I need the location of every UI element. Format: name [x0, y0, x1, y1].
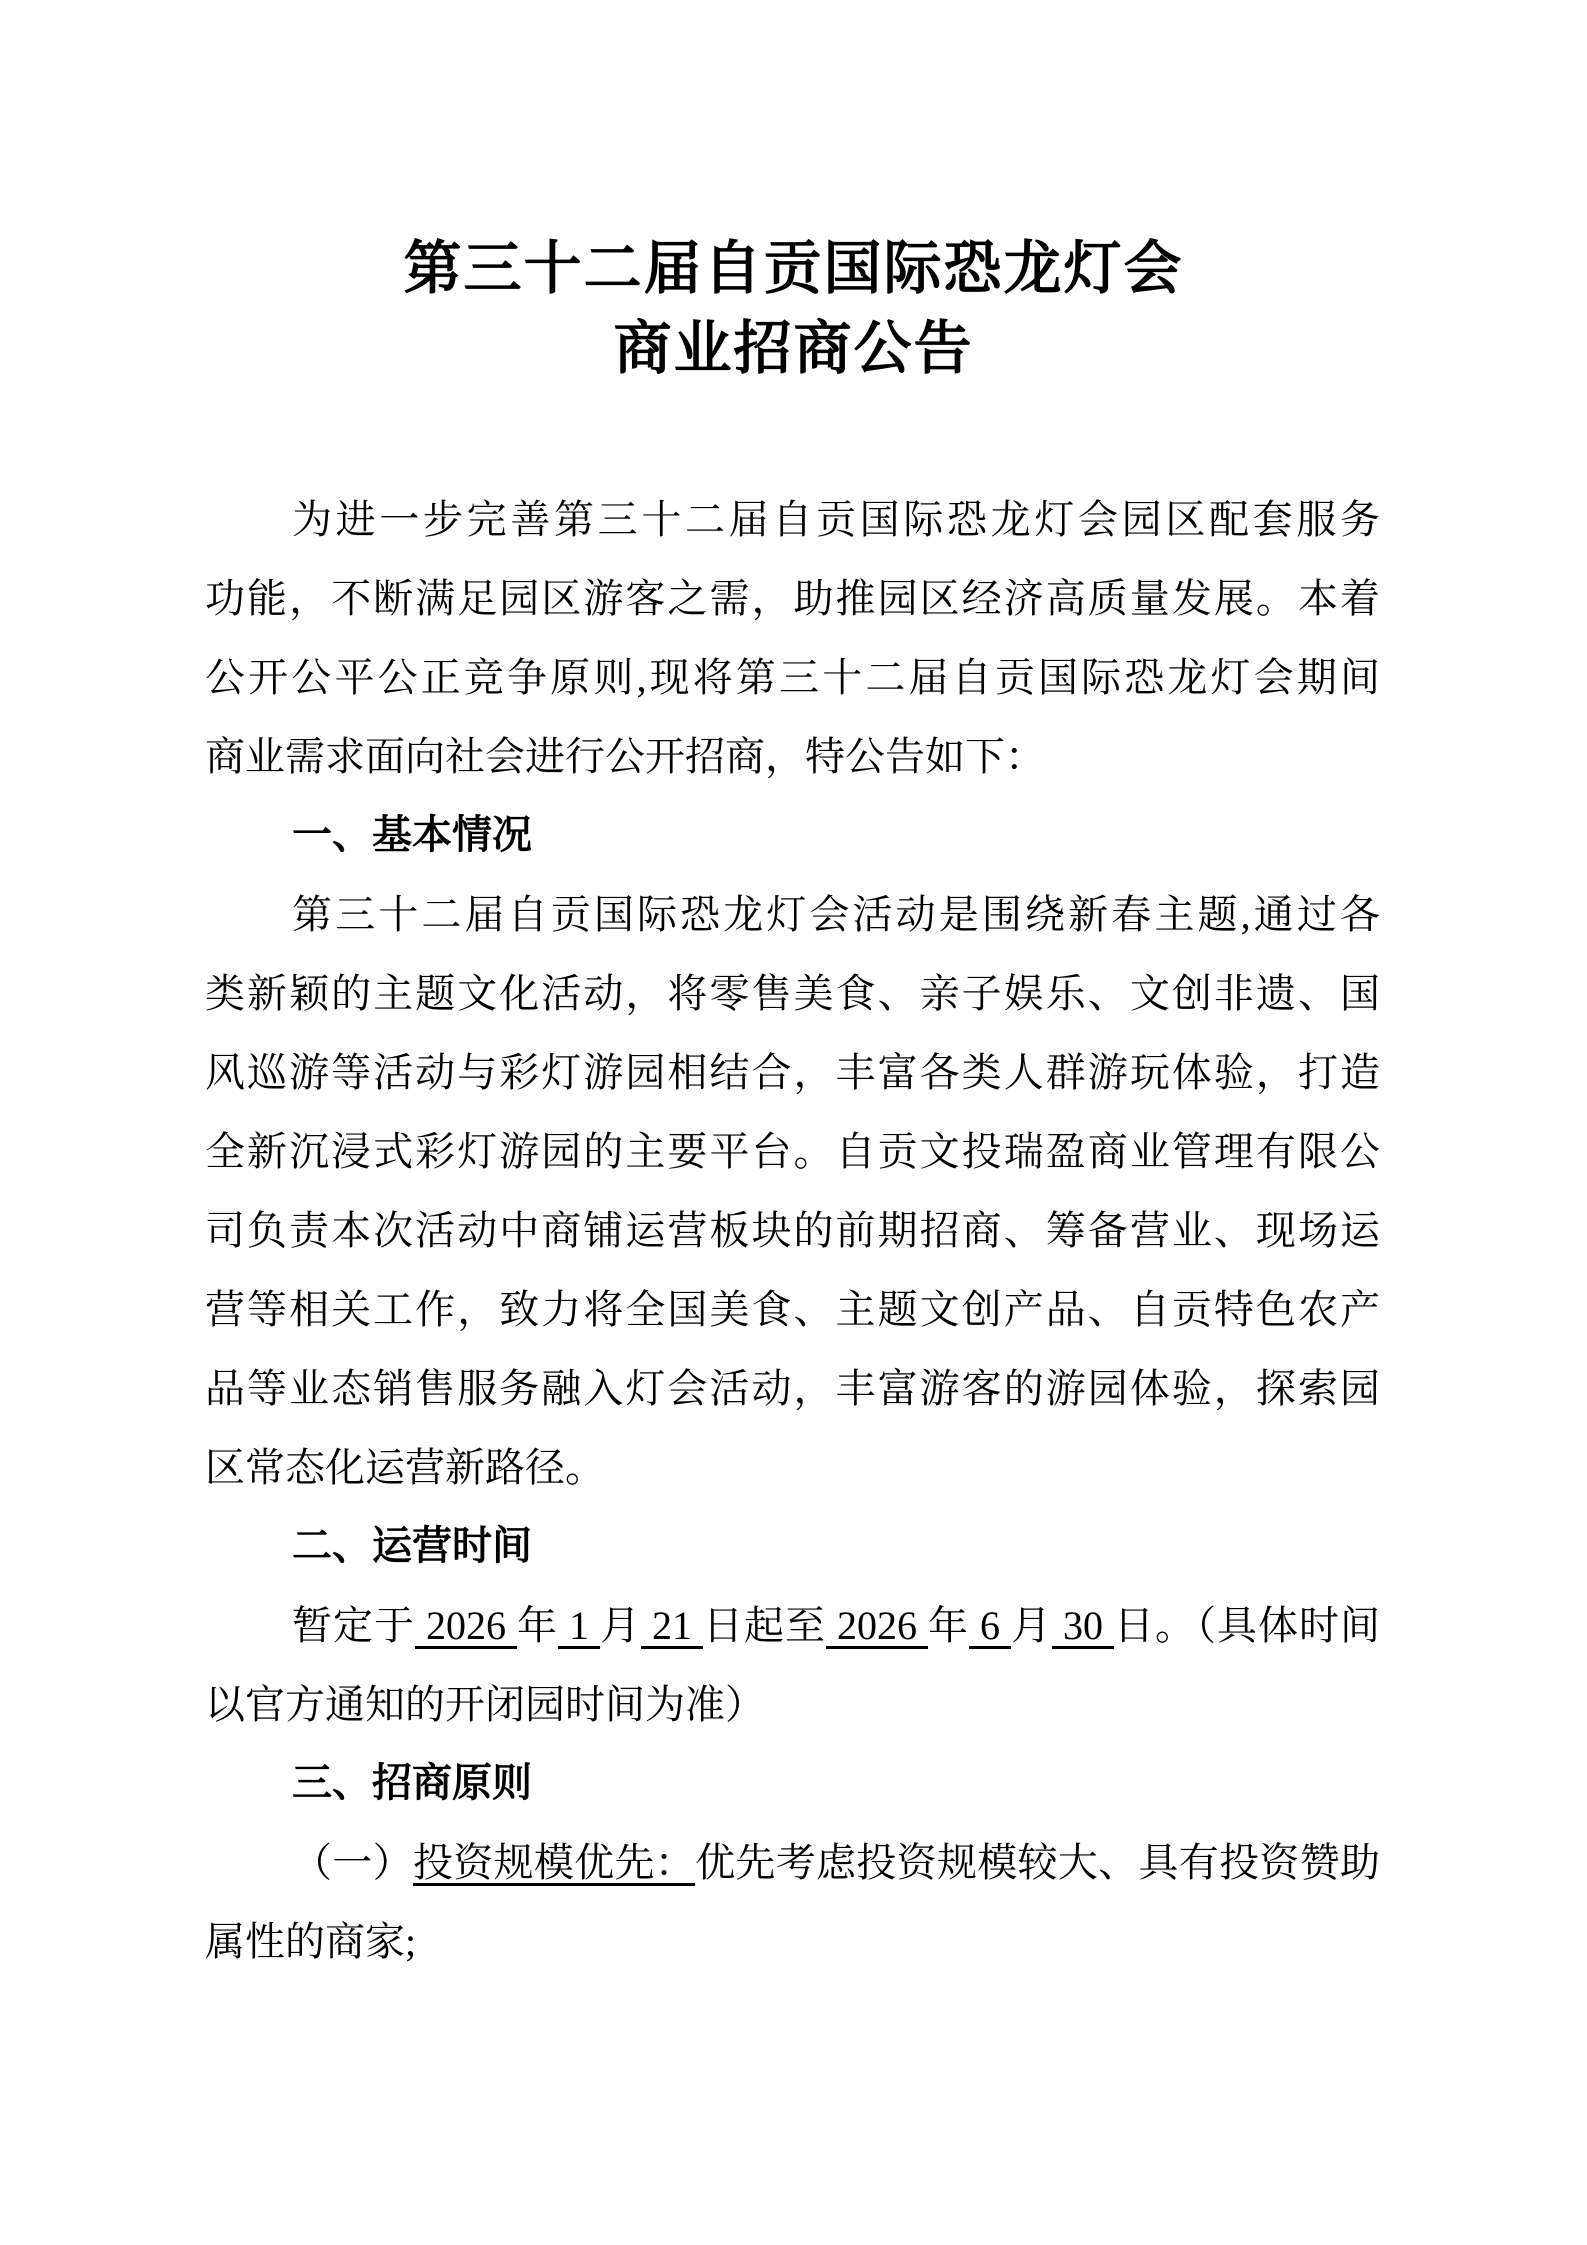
underlined-text: 2026 [826, 1603, 928, 1648]
text-segment: 月 [1011, 1603, 1052, 1648]
text-segment: （一） [292, 1840, 413, 1885]
title-line-2: 商业招商公告 [613, 316, 974, 381]
text-line: 属性的商家; [205, 1919, 417, 1964]
title-line-1: 第三十二届自贡国际恐龙灯会 [403, 236, 1184, 301]
document-title [0, 229, 1587, 389]
underlined-text: 30 [1052, 1603, 1114, 1648]
text-line: 商业需求面向社会进行公开招商，特公告如下： [205, 734, 1045, 779]
underlined-text: 投资规模优先： [412, 1840, 696, 1885]
document-body [205, 480, 1380, 1981]
text-segment: 优先考虑投资规模较大、具有投资赞助 [695, 1840, 1380, 1885]
text-segment: 日起至 [703, 1603, 826, 1648]
underlined-text: 2026 [415, 1603, 517, 1648]
text-line [205, 1586, 1380, 1665]
text-line: 风巡游等活动与彩灯游园相结合，丰富各类人群游玩体验，打造 [205, 1050, 1380, 1095]
text-segment: 月 [600, 1603, 641, 1648]
text-line: 司负责本次活动中商铺运营板块的前期招商、筹备营业、现场运 [205, 1208, 1380, 1253]
text-line: 公开公平公正竞争原则,现将第三十二届自贡国际恐龙灯会期间 [205, 655, 1380, 700]
text-line [205, 1823, 1380, 1902]
text-line: 全新沉浸式彩灯游园的主要平台。自贡文投瑞盈商业管理有限公 [205, 1129, 1380, 1174]
text-line: 功能，不断满足园区游客之需，助推园区经济高质量发展。本着 [205, 576, 1380, 621]
section-heading: 一、基本情况 [292, 813, 532, 857]
text-segment: 暂定于 [292, 1603, 415, 1648]
text-line: 营等相关工作，致力将全国美食、主题文创产品、自贡特色农产 [205, 1287, 1380, 1332]
text-line: 区常态化运营新路径。 [205, 1445, 605, 1490]
text-line: 为进一步完善第三十二届自贡国际恐龙灯会园区配套服务 [292, 497, 1380, 542]
text-segment: 年 [517, 1603, 558, 1648]
underlined-text: 1 [558, 1603, 600, 1648]
text-segment: 日。（具体时间 [1114, 1603, 1380, 1648]
section-heading: 二、运营时间 [292, 1524, 532, 1568]
underlined-text: 21 [641, 1603, 703, 1648]
text-line: 品等业态销售服务融入灯会活动，丰富游客的游园体验，探索园 [205, 1366, 1380, 1411]
section-heading: 三、招商原则 [292, 1761, 532, 1805]
underlined-text: 6 [969, 1603, 1011, 1648]
text-line: 类新颖的主题文化活动，将零售美食、亲子娱乐、文创非遗、国 [205, 971, 1380, 1016]
text-segment: 年 [928, 1603, 969, 1648]
text-line: 以官方通知的开闭园时间为准） [205, 1682, 765, 1727]
text-line: 第三十二届自贡国际恐龙灯会活动是围绕新春主题,通过各 [292, 892, 1380, 937]
